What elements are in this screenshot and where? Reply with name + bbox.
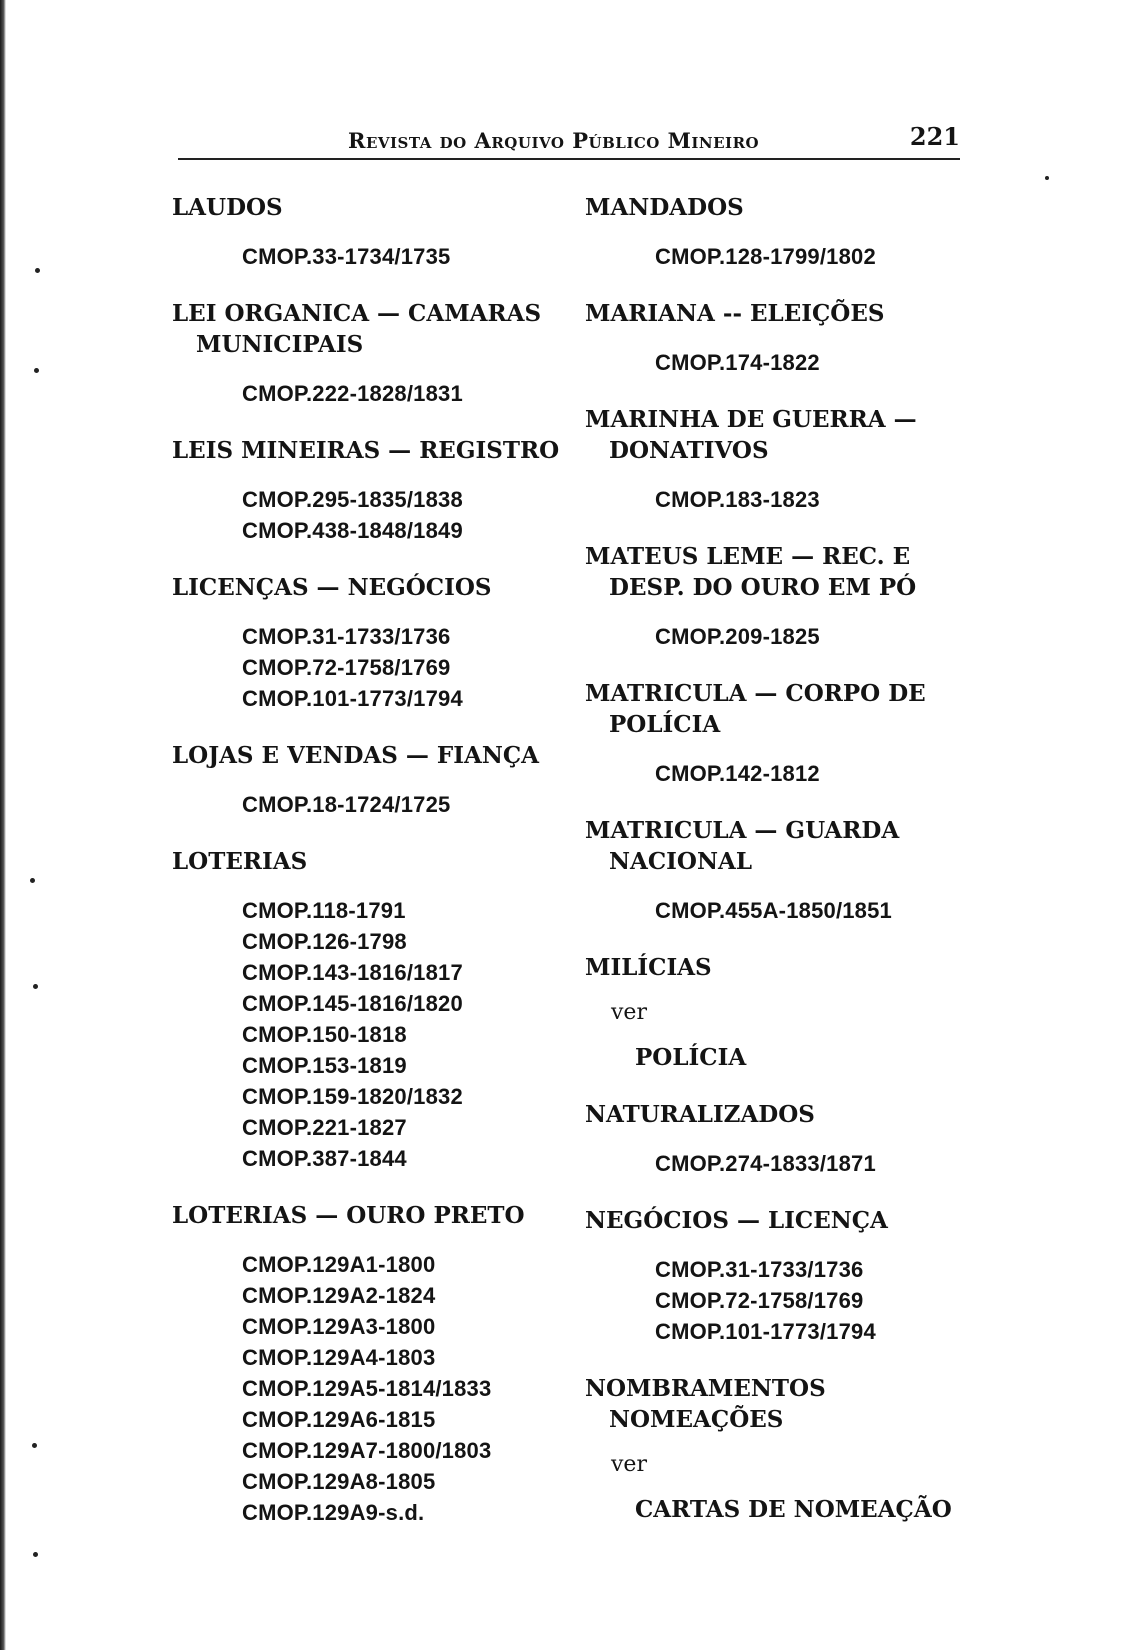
index-entry	[585, 404, 1015, 515]
index-entry	[585, 952, 1015, 1073]
entry-gap	[585, 1179, 1015, 1205]
entry-gap	[585, 1073, 1015, 1099]
reference-code: CMOP.209-1825	[655, 624, 820, 649]
index-entry	[585, 1373, 1015, 1525]
reference-code: CMOP.31-1733/1736	[242, 624, 451, 649]
entry-heading	[172, 846, 602, 877]
reference-code: CMOP.128-1799/1802	[655, 244, 876, 269]
entry-heading	[585, 404, 1015, 466]
reference-code: CMOP.129A1-1800	[242, 1252, 436, 1277]
entry-gap	[172, 820, 602, 846]
reference-code: CMOP.222-1828/1831	[242, 381, 463, 406]
heading-line: MATRICULA — CORPO DE	[585, 680, 926, 707]
reference-code: CMOP.221-1827	[242, 1115, 407, 1140]
reference-code: CMOP.150-1818	[242, 1022, 407, 1047]
scan-speck	[33, 984, 38, 989]
index-entry	[172, 740, 602, 820]
reference-list	[585, 484, 1015, 515]
heading-line: NOMEAÇÕES	[609, 1406, 784, 1433]
page-number: 221	[909, 122, 960, 151]
reference-list	[172, 789, 602, 820]
entry-heading	[585, 541, 1015, 603]
reference-code: CMOP.72-1758/1769	[655, 1288, 864, 1313]
entry-gap	[172, 1174, 602, 1200]
heading-line: LOTERIAS — OURO PRETO	[172, 1202, 525, 1229]
entry-gap	[585, 926, 1015, 952]
reference-code: CMOP.18-1724/1725	[242, 792, 451, 817]
entry-heading	[585, 1373, 1015, 1435]
index-entry	[172, 572, 602, 714]
index-entry	[585, 1205, 1015, 1347]
reference-list	[585, 347, 1015, 378]
heading-line: NACIONAL	[609, 848, 753, 875]
entry-heading	[172, 572, 602, 603]
reference-code: CMOP.129A5-1814/1833	[242, 1376, 492, 1401]
reference-list	[172, 1249, 602, 1528]
entry-heading	[172, 435, 602, 466]
reference-list	[172, 378, 602, 409]
heading-line: NATURALIZADOS	[585, 1101, 815, 1128]
entry-heading	[585, 815, 1015, 877]
heading-line: MATEUS LEME — REC. E	[585, 543, 911, 570]
reference-code: CMOP.129A8-1805	[242, 1469, 436, 1494]
entry-heading	[585, 1205, 1015, 1236]
index-entry	[585, 541, 1015, 652]
reference-list	[585, 895, 1015, 926]
reference-code: CMOP.438-1848/1849	[242, 518, 463, 543]
heading-line: MILÍCIAS	[585, 954, 712, 981]
scan-speck	[33, 1552, 38, 1557]
heading-line: LOJAS E VENDAS — FIANÇA	[172, 742, 540, 769]
reference-code: CMOP.129A7-1800/1803	[242, 1438, 492, 1463]
index-entry	[172, 846, 602, 1174]
reference-list	[172, 895, 602, 1174]
reference-code: CMOP.118-1791	[242, 898, 406, 923]
index-entry	[172, 192, 602, 272]
reference-code: CMOP.72-1758/1769	[242, 655, 451, 680]
heading-line: MATRICULA — GUARDA	[585, 817, 900, 844]
index-entry	[585, 298, 1015, 378]
right-column	[585, 192, 1015, 1525]
see-also-target: POLÍCIA	[635, 1044, 747, 1071]
reference-code: CMOP.129A9-s.d.	[242, 1500, 425, 1525]
reference-list	[172, 241, 602, 272]
entry-heading	[172, 1200, 602, 1231]
scan-speck	[35, 268, 40, 273]
reference-code: CMOP.129A3-1800	[242, 1314, 436, 1339]
journal-title: Revista do Arquivo Público Mineiro	[348, 128, 760, 153]
entry-gap	[585, 378, 1015, 404]
scan-speck	[1045, 176, 1049, 180]
reference-code: CMOP.183-1823	[655, 487, 820, 512]
index-entry	[585, 1099, 1015, 1179]
entry-heading	[585, 192, 1015, 223]
heading-line: MARIANA -- ELEIÇÕES	[585, 300, 885, 327]
entry-heading	[585, 678, 1015, 740]
entry-gap	[585, 652, 1015, 678]
heading-line: MANDADOS	[585, 194, 744, 221]
entry-heading	[172, 298, 602, 360]
entry-gap	[585, 1347, 1015, 1373]
index-entry	[585, 678, 1015, 789]
running-header	[178, 122, 960, 162]
index-entry	[585, 192, 1015, 272]
see-also-label: ver	[611, 1452, 647, 1477]
reference-code: CMOP.174-1822	[655, 350, 820, 375]
reference-code: CMOP.33-1734/1735	[242, 244, 451, 269]
reference-code: CMOP.387-1844	[242, 1146, 407, 1171]
entry-gap	[172, 714, 602, 740]
reference-code: CMOP.129A2-1824	[242, 1283, 436, 1308]
heading-line: LICENÇAS — NEGÓCIOS	[172, 574, 492, 601]
entry-gap	[172, 409, 602, 435]
reference-code: CMOP.126-1798	[242, 929, 407, 954]
reference-code: CMOP.153-1819	[242, 1053, 407, 1078]
see-also-target: CARTAS DE NOMEAÇÃO	[635, 1496, 952, 1523]
heading-line: LEIS MINEIRAS — REGISTRO	[172, 437, 560, 464]
reference-code: CMOP.159-1820/1832	[242, 1084, 463, 1109]
scan-speck	[34, 368, 39, 373]
reference-code: CMOP.129A6-1815	[242, 1407, 436, 1432]
reference-list	[172, 621, 602, 714]
reference-code: CMOP.101-1773/1794	[655, 1319, 876, 1344]
entry-gap	[172, 272, 602, 298]
index-entry	[172, 1200, 602, 1528]
header-rule	[178, 158, 960, 160]
heading-line: DESP. DO OURO EM PÓ	[609, 574, 917, 601]
reference-list	[585, 758, 1015, 789]
heading-line: LOTERIAS	[172, 848, 308, 875]
reference-list	[172, 484, 602, 546]
entry-heading	[585, 952, 1015, 983]
reference-code: CMOP.129A4-1803	[242, 1345, 436, 1370]
heading-line: DONATIVOS	[609, 437, 769, 464]
reference-code: CMOP.145-1816/1820	[242, 991, 463, 1016]
entry-gap	[585, 515, 1015, 541]
scan-edge	[0, 0, 6, 1650]
reference-code: CMOP.455A-1850/1851	[655, 898, 892, 923]
entry-heading	[172, 740, 602, 771]
reference-code: CMOP.142-1812	[655, 761, 820, 786]
heading-line: LAUDOS	[172, 194, 283, 221]
entry-heading	[172, 192, 602, 223]
reference-list	[585, 241, 1015, 272]
heading-line: MUNICIPAIS	[196, 331, 364, 358]
left-column	[172, 192, 602, 1528]
reference-list	[585, 1148, 1015, 1179]
entry-gap	[585, 272, 1015, 298]
entry-heading	[585, 298, 1015, 329]
reference-list	[585, 1254, 1015, 1347]
heading-line: NEGÓCIOS — LICENÇA	[585, 1207, 888, 1234]
reference-code: CMOP.274-1833/1871	[655, 1151, 876, 1176]
index-entry	[172, 298, 602, 409]
heading-line: NOMBRAMENTOS	[585, 1375, 826, 1402]
scan-speck	[32, 1443, 37, 1448]
entry-gap	[585, 789, 1015, 815]
scan-speck	[30, 878, 35, 883]
reference-code: CMOP.101-1773/1794	[242, 686, 463, 711]
index-entry	[172, 435, 602, 546]
heading-line: LEI ORGANICA — CAMARAS	[172, 300, 542, 327]
entry-gap	[172, 546, 602, 572]
heading-line: MARINHA DE GUERRA —	[585, 406, 917, 433]
reference-code: CMOP.143-1816/1817	[242, 960, 463, 985]
index-entry	[585, 815, 1015, 926]
heading-line: POLÍCIA	[609, 711, 721, 738]
entry-heading	[585, 1099, 1015, 1130]
reference-code: CMOP.295-1835/1838	[242, 487, 463, 512]
reference-list	[585, 621, 1015, 652]
see-also-label: ver	[611, 1000, 647, 1025]
reference-code: CMOP.31-1733/1736	[655, 1257, 864, 1282]
